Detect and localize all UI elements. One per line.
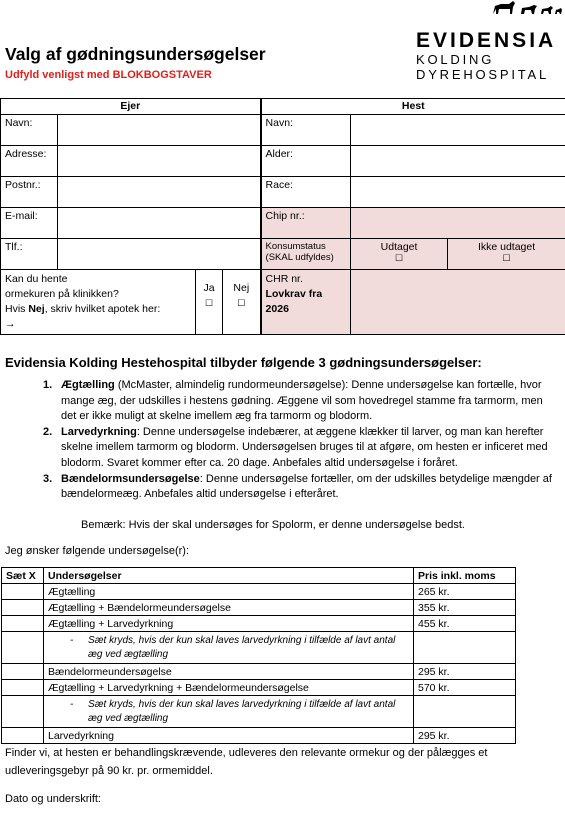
- table-row: Ægtælling + Bændelormeundersøgelse 355 kr.: [2, 600, 516, 616]
- pickup-question-line-3: Hvis Nej, skriv hvilket apotek her:: [5, 303, 161, 315]
- horse-chip-field[interactable]: [351, 208, 565, 239]
- pickup-yes-cell[interactable]: [196, 270, 223, 335]
- owner-address-field[interactable]: [58, 146, 261, 177]
- table-row: Bændelormeundersøgelse 295 kr.: [2, 664, 516, 680]
- table-subrow: - Sæt kryds, hvis der kun skal laves larvedyrkning i tilfælde af lavt antal æg ved ægtælling: [2, 632, 516, 664]
- select-cell[interactable]: [2, 664, 44, 680]
- owner-email-label: E-mail:: [1, 208, 58, 239]
- owner-address-label: Adresse:: [1, 146, 58, 177]
- option-not-excluded-cell[interactable]: [448, 239, 565, 270]
- owner-email-field[interactable]: [58, 208, 261, 239]
- select-cell[interactable]: [2, 584, 44, 600]
- horse-breed-label: Race:: [261, 177, 351, 208]
- owner-phone-field[interactable]: [58, 239, 261, 270]
- service-text: (McMaster, almindelig rundormeundersøgelse): Denne undersøgelse kan fortælle, hvor mange æg, der udskilles i hestens gødning. Æggene vil som hovedregel stamme fra tarmorm, men det er ikke muligt at skelne imellem æg fra tarmorm og blodorm.: [61, 379, 543, 423]
- select-cell[interactable]: [2, 728, 44, 744]
- table-row: Ægtælling + Larvedyrkning 455 kr.: [2, 616, 516, 632]
- spolorm-note: Bemærk: Hvis der skal undersøges for Spolorm, er denne undersøgelse bedst.: [81, 519, 465, 531]
- pickup-yes-label: Ja: [203, 282, 215, 294]
- choose-label: Jeg ønsker følgende undersøgelse(r):: [5, 545, 190, 557]
- evidensia-logo: [416, 30, 563, 82]
- service-item: 3. Bændelormsundersøgelse: Denne undersøgelse fortæller, om der udskilles betydelige mængder af bændelormeæg. Anbefales altid undersøgelse i efteråret.: [43, 472, 552, 501]
- consumption-status-title: Konsumstatus: [265, 241, 326, 252]
- page-title: Valg af gødningsundersøgelser: [5, 44, 266, 64]
- services-intro: Evidensia Kolding Hestehospital tilbyder følgende 3 gødningsundersøgelser:: [5, 355, 482, 370]
- horse-name-label: Navn:: [261, 115, 351, 146]
- owner-phone-label: Tlf.:: [1, 239, 58, 270]
- owner-name-label: Navn:: [1, 115, 58, 146]
- select-cell[interactable]: [2, 600, 44, 616]
- services-list: [43, 378, 558, 503]
- owner-postal-field[interactable]: [58, 177, 261, 208]
- page-subtitle: Udfyld venligst med BLOKBOGSTAVER: [5, 69, 212, 81]
- chr-requirement-2: 2026: [265, 303, 289, 315]
- service-title: Bændelormsundersøgelse: [61, 472, 200, 485]
- horse-age-label: Alder:: [261, 146, 351, 177]
- header-examinations: Undersøgelser: [44, 568, 414, 584]
- pickup-question-line-2: ormekuren på klinikken?: [5, 288, 119, 300]
- animals-silhouette-icon: [491, 0, 563, 16]
- table-row: Ægtælling 265 kr.: [2, 584, 516, 600]
- select-cell[interactable]: [2, 680, 44, 696]
- horse-chip-label: Chip nr.:: [261, 208, 351, 239]
- service-item: 2. Larvedyrkning: Denne undersøgelse indebærer, at æggene klækker til larver, og man kan herefter skelne imellem tarmorm og blodorm. Undersøgelsen bruges til at afgøre, om hesten er inficeret med blodorm. Svaret kommer efter ca. 20 dage. Anbefales altid undersøgelse i foråret.: [43, 425, 548, 469]
- service-text: : Denne undersøgelse indebærer, at æggene klækker til larver, og man kan herefter skelne imellem tarmorm og blodorm. Undersøgelsen bruges til at afgøre, om hesten er inficeret med blodorm. Svaret kommer efter ca. 20 dage. Anbefales altid undersøgelse i foråret.: [61, 425, 548, 469]
- chr-requirement-1: Lovkrav fra: [265, 288, 323, 300]
- service-title: Ægtælling: [61, 379, 115, 391]
- service-text: : Denne undersøgelse fortæller, om der udskilles betydelige mængder af bændelormeæg. Anbefales altid undersøgelse i efteråret.: [61, 472, 552, 501]
- select-cell[interactable]: [2, 632, 44, 664]
- pickup-no-cell[interactable]: [223, 270, 261, 335]
- owner-name-field[interactable]: [58, 115, 261, 146]
- price-table: [1, 567, 516, 744]
- option-excluded-label: Udtaget: [380, 241, 418, 253]
- owner-header: Ejer: [1, 99, 261, 115]
- pickup-question: [1, 270, 196, 335]
- option-excluded-checkbox[interactable]: ☐: [395, 253, 404, 263]
- horse-header: Hest: [261, 99, 565, 115]
- header-select: Sæt X: [2, 568, 44, 584]
- table-row: Larvedyrkning 295 kr.: [2, 728, 516, 744]
- chr-label: CHR nr.: [265, 273, 303, 285]
- pickup-no-checkbox[interactable]: ☐: [237, 298, 246, 308]
- option-excluded-cell[interactable]: [351, 239, 448, 270]
- arrow-icon: →: [5, 318, 16, 330]
- chr-label-cell: [261, 270, 351, 335]
- service-item: 1. Ægtælling (McMaster, almindelig rundormeundersøgelse): Denne undersøgelse kan fortælle, hvor mange æg, der udskilles i hestens gødning. Æggene vil som hovedregel stamme fra tarmorm, men det er ikke muligt at skelne imellem æg fra tarmorm og blodorm.: [43, 379, 543, 423]
- logo-name: EVIDENSIA: [416, 29, 557, 52]
- header-price: Pris inkl. moms: [414, 568, 516, 584]
- owner-postal-label: Postnr.:: [1, 177, 58, 208]
- larva-subnote: Sæt kryds, hvis der kun skal laves larvedyrkning i tilfælde af lavt antal æg ved ægtælling: [88, 634, 396, 660]
- pickup-question-line-1: Kan du hente: [5, 273, 68, 285]
- pickup-yes-checkbox[interactable]: ☐: [204, 298, 214, 308]
- horse-name-field[interactable]: [351, 115, 565, 146]
- horse-age-field[interactable]: [351, 146, 565, 177]
- signature-label: Dato og underskrift:: [5, 793, 101, 805]
- table-subrow: - Sæt kryds, hvis der kun skal laves larvedyrkning i tilfælde af lavt antal æg ved ægtælling: [2, 696, 516, 728]
- larva-subnote: Sæt kryds, hvis der kun skal laves larvedyrkning i tilfælde af lavt antal æg ved ægtælling: [88, 698, 396, 724]
- select-cell[interactable]: [2, 696, 44, 728]
- chr-field[interactable]: [351, 270, 565, 335]
- option-not-excluded-label: Ikke udtaget: [477, 241, 536, 253]
- consumption-status-required: (SKAL udfyldes): [265, 252, 334, 263]
- owner-horse-form: [0, 98, 565, 335]
- table-row: Ægtælling + Larvedyrkning + Bændelormeundersøgelse 570 kr.: [2, 680, 516, 696]
- select-cell[interactable]: [2, 616, 44, 632]
- logo-line-2: DYREHOSPITAL: [416, 67, 550, 82]
- consumption-status-label: [261, 239, 351, 270]
- service-title: Larvedyrkning: [61, 425, 137, 438]
- pickup-no-label: Nej: [233, 282, 250, 294]
- treatment-fee-note: Finder vi, at hesten er behandlingskrævende, udleveres den relevante ormekur og der pålægges et udleveringsgebyr på 90 kr. pr. ormemiddel.: [5, 747, 488, 777]
- logo-line-1: KOLDING: [416, 52, 495, 67]
- horse-breed-field[interactable]: [351, 177, 565, 208]
- option-not-excluded-checkbox[interactable]: ☐: [502, 253, 511, 263]
